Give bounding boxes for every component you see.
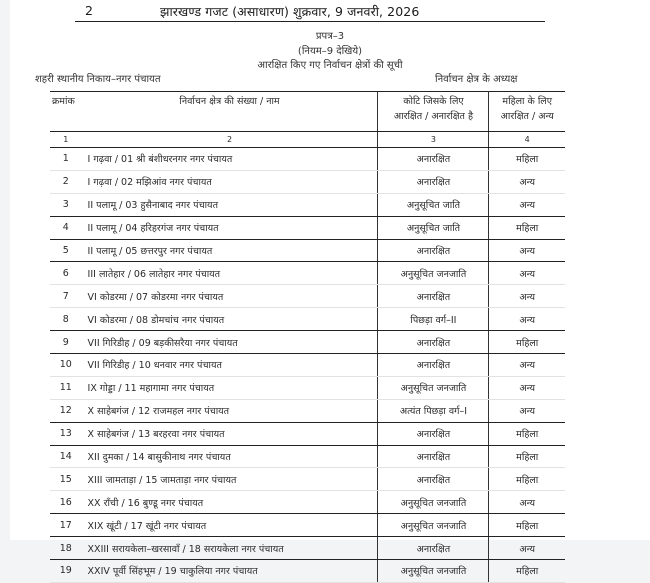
category-cell: पिछड़ा वर्ग–II bbox=[378, 308, 489, 331]
header-serial: क्रमांक bbox=[50, 92, 82, 132]
header-constituency: निर्वाचन क्षेत्र की संख्या / नाम bbox=[82, 92, 378, 132]
constituency-cell: X साहेबगंज / 12 राजमहल नगर पंचायत bbox=[82, 399, 378, 422]
category-cell: अनारक्षित bbox=[378, 170, 489, 193]
constituency-cell: XII दुमका / 14 बासुकीनाथ नगर पंचायत bbox=[82, 445, 378, 468]
column-number: 2 bbox=[82, 132, 378, 148]
women-cell: अन्य bbox=[489, 354, 565, 377]
table-row bbox=[50, 239, 565, 262]
constituency-cell: XIX खूंटी / 17 खूंटी नगर पंचायत bbox=[82, 514, 378, 537]
serial-cell: 2 bbox=[50, 170, 82, 193]
serial-cell: 14 bbox=[50, 445, 82, 468]
serial-cell: 15 bbox=[50, 468, 82, 491]
serial-cell: 11 bbox=[50, 376, 82, 399]
page-number: 2 bbox=[85, 3, 93, 18]
table-row bbox=[50, 399, 565, 422]
category-cell: अनुसूचित जाति bbox=[378, 216, 489, 239]
table-row bbox=[50, 331, 565, 354]
body-type-label: शहरी स्थानीय निकाय–नगर पंचायत bbox=[35, 74, 161, 85]
women-cell: महिला bbox=[489, 468, 565, 491]
table-row bbox=[50, 216, 565, 239]
women-cell: महिला bbox=[489, 560, 565, 583]
women-cell: अन्य bbox=[489, 239, 565, 262]
header-category-line1: कोटि जिसके लिए bbox=[403, 96, 464, 107]
rule-reference: (नियम–9 देखिये) bbox=[297, 46, 363, 57]
women-cell: अन्य bbox=[489, 170, 565, 193]
category-cell: अनारक्षित bbox=[378, 422, 489, 445]
women-cell: महिला bbox=[489, 445, 565, 468]
constituency-cell: VI कोडरमा / 07 कोडरमा नगर पंचायत bbox=[82, 285, 378, 308]
category-cell: अनारक्षित bbox=[378, 537, 489, 560]
constituency-cell: III लातेहार / 06 लातेहार नगर पंचायत bbox=[82, 262, 378, 285]
serial-cell: 19 bbox=[50, 560, 82, 583]
women-cell: अन्य bbox=[489, 491, 565, 514]
category-cell: अनुसूचित जनजाति bbox=[378, 514, 489, 537]
serial-cell: 16 bbox=[50, 491, 82, 514]
constituency-cell: I गढ़वा / 01 श्री बंशीधरनगर नगर पंचायत bbox=[82, 148, 378, 171]
list-title: आरक्षित किए गए निर्वाचन क्षेत्रों की सूची bbox=[257, 60, 403, 71]
header-women bbox=[489, 92, 565, 132]
constituency-cell: VI कोडरमा / 08 डोमचांच नगर पंचायत bbox=[82, 308, 378, 331]
gazette-title: झारखण्ड गजट (असाधारण) शुक्रवार, 9 जनवरी, 2026 bbox=[160, 4, 420, 19]
serial-cell: 12 bbox=[50, 399, 82, 422]
serial-cell: 8 bbox=[50, 308, 82, 331]
constituency-cell: II पलामू / 03 हुसैनाबाद नगर पंचायत bbox=[82, 193, 378, 216]
constituency-cell: X साहेबगंज / 13 बरहरवा नगर पंचायत bbox=[82, 422, 378, 445]
category-cell: अनारक्षित bbox=[378, 148, 489, 171]
constituency-cell: XX राँची / 16 बुण्डू नगर पंचायत bbox=[82, 491, 378, 514]
serial-cell: 4 bbox=[50, 216, 82, 239]
table-row bbox=[50, 354, 565, 377]
women-cell: अन्य bbox=[489, 308, 565, 331]
header-category-line2: आरक्षित / अनारक्षित है bbox=[393, 111, 474, 122]
reservation-table bbox=[50, 91, 565, 583]
table-header-row bbox=[50, 92, 565, 132]
serial-cell: 3 bbox=[50, 193, 82, 216]
women-cell: अन्य bbox=[489, 399, 565, 422]
women-cell: अन्य bbox=[489, 537, 565, 560]
table-row bbox=[50, 468, 565, 491]
category-cell: अनारक्षित bbox=[378, 331, 489, 354]
women-cell: महिला bbox=[489, 216, 565, 239]
women-cell: अन्य bbox=[489, 262, 565, 285]
women-cell: अन्य bbox=[489, 285, 565, 308]
post-label: निर्वाचन क्षेत्र के अध्यक्ष bbox=[435, 74, 518, 85]
constituency-cell: II पलामू / 04 हरिहरगंज नगर पंचायत bbox=[82, 216, 378, 239]
gazette-page bbox=[10, 0, 650, 578]
table-row bbox=[50, 422, 565, 445]
gazette-header bbox=[75, 3, 545, 22]
table-row bbox=[50, 193, 565, 216]
constituency-cell: IX गोड्डा / 11 महागामा नगर पंचायत bbox=[82, 376, 378, 399]
form-number: प्रपत्र–3 bbox=[315, 31, 345, 42]
constituency-cell: VII गिरिडीह / 09 बड़कीसरैया नगर पंचायत bbox=[82, 331, 378, 354]
category-cell: अनुसूचित जनजाति bbox=[378, 491, 489, 514]
constituency-cell: XXIII सरायकेला–खरसावाँ / 18 सरायकेला नगर पंचायत bbox=[82, 537, 378, 560]
category-cell: अनारक्षित bbox=[378, 285, 489, 308]
table-row bbox=[50, 560, 565, 583]
table-row bbox=[50, 308, 565, 331]
category-cell: अनुसूचित जनजाति bbox=[378, 560, 489, 583]
women-cell: महिला bbox=[489, 422, 565, 445]
header-women-line1: महिला के लिए bbox=[502, 96, 553, 107]
category-cell: अनारक्षित bbox=[378, 354, 489, 377]
category-cell: अनुसूचित जनजाति bbox=[378, 262, 489, 285]
serial-cell: 7 bbox=[50, 285, 82, 308]
table-row bbox=[50, 537, 565, 560]
serial-cell: 10 bbox=[50, 354, 82, 377]
constituency-cell: XIII जामताड़ा / 15 जामताड़ा नगर पंचायत bbox=[82, 468, 378, 491]
women-cell: महिला bbox=[489, 331, 565, 354]
constituency-cell: II पलामू / 05 छत्तरपुर नगर पंचायत bbox=[82, 239, 378, 262]
category-cell: अत्यंत पिछड़ा वर्ग–I bbox=[378, 399, 489, 422]
serial-cell: 9 bbox=[50, 331, 82, 354]
serial-cell: 13 bbox=[50, 422, 82, 445]
serial-cell: 17 bbox=[50, 514, 82, 537]
constituency-cell: VII गिरिडीह / 10 धनवार नगर पंचायत bbox=[82, 354, 378, 377]
column-number: 3 bbox=[378, 132, 489, 148]
serial-cell: 6 bbox=[50, 262, 82, 285]
table-row bbox=[50, 170, 565, 193]
serial-cell: 5 bbox=[50, 239, 82, 262]
table-row bbox=[50, 445, 565, 468]
table-row bbox=[50, 514, 565, 537]
women-cell: महिला bbox=[489, 514, 565, 537]
table-body bbox=[50, 148, 565, 583]
header-women-line2: आरक्षित / अन्य bbox=[500, 111, 554, 122]
header-category bbox=[378, 92, 489, 132]
category-cell: अनारक्षित bbox=[378, 445, 489, 468]
table-row bbox=[50, 148, 565, 171]
constituency-cell: I गढ़वा / 02 मझिआंव नगर पंचायत bbox=[82, 170, 378, 193]
column-number: 4 bbox=[489, 132, 565, 148]
constituency-cell: XXIV पूर्वी सिंहभूम / 19 चाकुलिया नगर पंचायत bbox=[82, 560, 378, 583]
category-cell: अनारक्षित bbox=[378, 468, 489, 491]
column-number-row bbox=[50, 132, 565, 148]
column-number: 1 bbox=[50, 132, 82, 148]
serial-cell: 18 bbox=[50, 537, 82, 560]
table-row bbox=[50, 285, 565, 308]
women-cell: अन्य bbox=[489, 376, 565, 399]
women-cell: महिला bbox=[489, 148, 565, 171]
table-row bbox=[50, 376, 565, 399]
table-row bbox=[50, 491, 565, 514]
category-cell: अनारक्षित bbox=[378, 239, 489, 262]
category-cell: अनुसूचित जाति bbox=[378, 193, 489, 216]
table-row bbox=[50, 262, 565, 285]
serial-cell: 1 bbox=[50, 148, 82, 171]
women-cell: अन्य bbox=[489, 193, 565, 216]
category-cell: अनुसूचित जनजाति bbox=[378, 376, 489, 399]
